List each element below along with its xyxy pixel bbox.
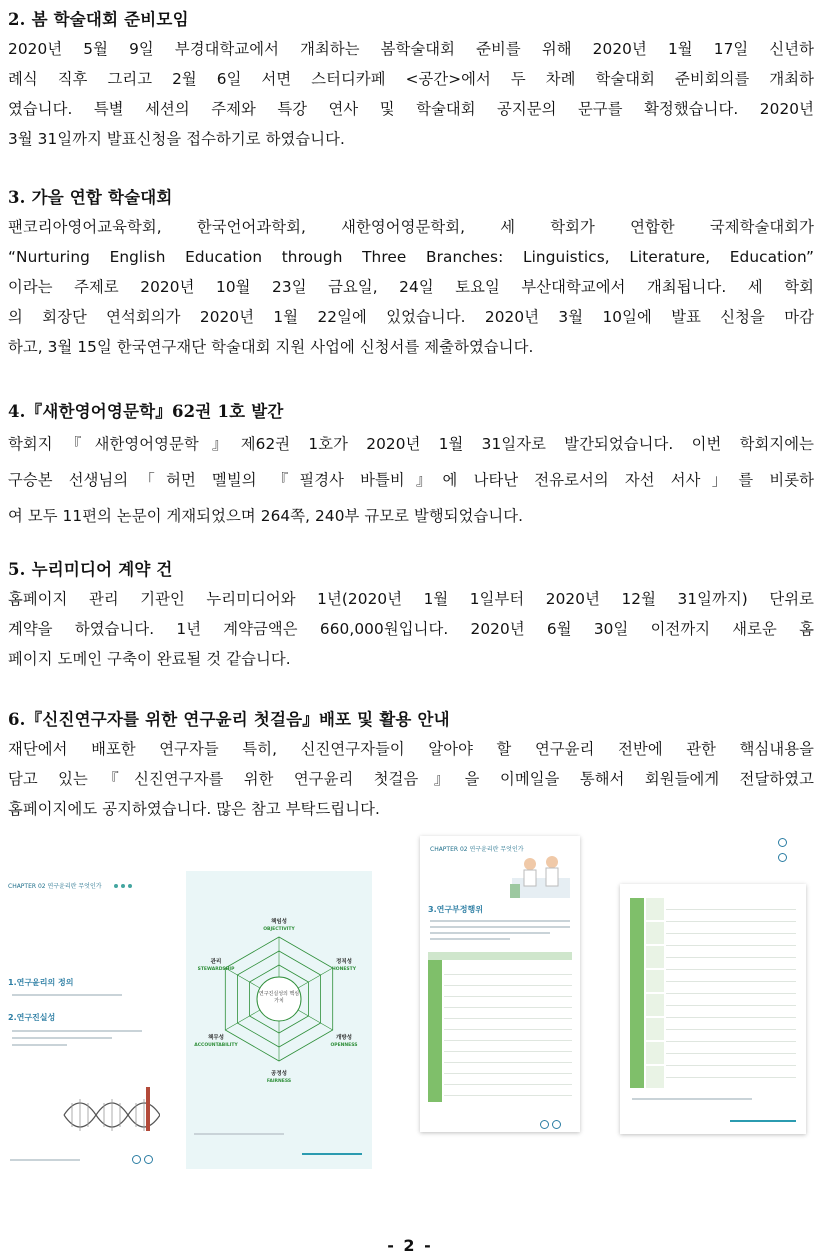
decorative-circle-icon [778,838,787,847]
hexagon-center-label: 연구진실성의 핵심 가치 [258,991,300,1004]
core-value-korean-label: 정직성 [336,959,352,965]
heading-misconduct: 3.연구부정행위 [428,905,483,914]
core-value-english-label: OPENNESS [330,1043,358,1048]
body-line: “Nurturing English Education through Three Branches: Linguistics, Literature, Education” [8,248,814,266]
heading-definition: 1.연구윤리의 정의 [8,978,74,987]
body-line: 담고 있는『신진연구자를 위한 연구윤리 첫걸음』을 이메일을 통해서 회원들에게 전달하였고 [8,770,814,788]
core-value-korean-label: 책임성 [271,919,287,925]
core-value-english-label: STEWARDSHIP [197,967,235,972]
body-line: 재단에서 배포한 연구자들 특히, 신진연구자들이 알아야 할 연구윤리 전반에 관한 핵심내용을 [8,740,814,758]
body-line: 팬코리아영어교육학회, 한국언어과학회, 새한영어영문학회, 세 학회가 연합한 국제학술대회가 [8,218,814,236]
body-line: 의 회장단 연석회의가 2020년 1월 22일에 있었습니다. 2020년 3월 10일에 발표 신청을 마감 [8,308,814,326]
core-value-korean-label: 공정성 [271,1071,287,1077]
ethics-booklet-page-misconduct [420,836,580,1132]
section-title: 3. 가을 연합 학술대회 [8,188,173,207]
section-journal-issue [8,398,814,534]
section-autumn-conference [8,184,814,362]
decorative-circle-icon [778,853,787,862]
section-body [8,34,814,154]
body-line: 구승본 선생님의「허먼 멜빌의 『필경사 바틀비』에 나타난 전유로서의 자선 서사」를 비롯하 [8,471,814,489]
ethics-booklet-page-checklist [620,884,806,1134]
section-body [8,734,814,824]
core-value-english-label: OBJECTIVITY [263,927,295,932]
body-line: 홈페이지에도 공지하였습니다. 많은 참고 부탁드립니다. [8,800,380,818]
core-value-english-label: ACCOUNTABILITY [194,1043,238,1048]
misconduct-table [428,952,572,1102]
body-line: 계약을 하였습니다. 1년 계약금액은 660,000원입니다. 2020년 6월 30일 이전까지 새로운 홈 [8,620,814,638]
section-title: 5. 누리미디어 계약 건 [8,560,173,579]
body-line: 여 모두 11편의 논문이 게재되었으며 264쪽, 240부 규모로 발행되었습니다. [8,507,524,525]
core-value-korean-label: 개방성 [336,1035,352,1041]
heading-integrity: 2.연구진실성 [8,1013,56,1022]
section-body [8,212,814,362]
researcher-illustration-icon [508,848,574,902]
decorative-dots [114,873,135,892]
body-line: 3월 31일까지 발표신청을 접수하기로 하였습니다. [8,130,345,148]
section-title: 6.『신진연구자를 위한 연구윤리 첫걸음』배포 및 활용 안내 [8,710,450,729]
dna-illustration-icon [60,1085,160,1141]
body-line: 이라는 주제로 2020년 10월 23일 금요일, 24일 토요일 부산대학교에서 개최됩니다. 세 학회 [8,278,814,296]
ethics-booklet-page-definition [0,857,176,1169]
page-number: - 2 - [387,1236,433,1255]
ethics-booklet-page-core-values [186,871,372,1169]
body-line: 2020년 5월 9일 부경대학교에서 개최하는 봄학술대회 준비를 위해 2020년 1월 17일 신년하 [8,40,814,58]
core-values-hexagon-diagram [186,871,372,1169]
body-line: 홈페이지 관리 기관인 누리미디어와 1년(2020년 1월 1일부터 2020년 12월 31일까지) 단위로 [8,590,814,608]
core-value-english-label: HONESTY [331,967,357,972]
section-research-ethics [8,706,814,824]
core-value-korean-label: 관리 [210,959,222,965]
body-line: 페이지 도메인 구축이 완료될 것 같습니다. [8,650,291,668]
core-value-korean-label: 책무성 [208,1035,224,1041]
body-line: 학회지『새한영어영문학』제62권 1호가 2020년 1월 31일자로 발간되었습니다. 이번 학회지에는 [8,435,814,453]
chapter-header: CHAPTER 02 연구윤리란 무엇인가 [430,846,524,853]
section-nurimedia-contract [8,556,814,674]
section-spring-prep [8,6,814,154]
body-line: 하고, 3월 15일 한국연구재단 학술대회 지원 사업에 신청서를 제출하였습니다. [8,338,534,356]
section-title: 2. 봄 학술대회 준비모임 [8,10,189,29]
body-line: 였습니다. 특별 세션의 주제와 특강 연사 및 학술대회 공지문의 문구를 확정했습니다. 2020년 [8,100,814,118]
section-body [8,584,814,674]
section-title: 4.『새한영어영문학』62권 1호 발간 [8,402,284,421]
section-body [8,426,814,534]
core-value-english-label: FAIRNESS [266,1079,292,1084]
chapter-header: CHAPTER 02 연구윤리란 무엇인가 [8,883,102,890]
body-line: 례식 직후 그리고 2월 6일 서면 스터디카페 <공간>에서 두 차례 학술대회 준비회의를 개최하 [8,70,814,88]
